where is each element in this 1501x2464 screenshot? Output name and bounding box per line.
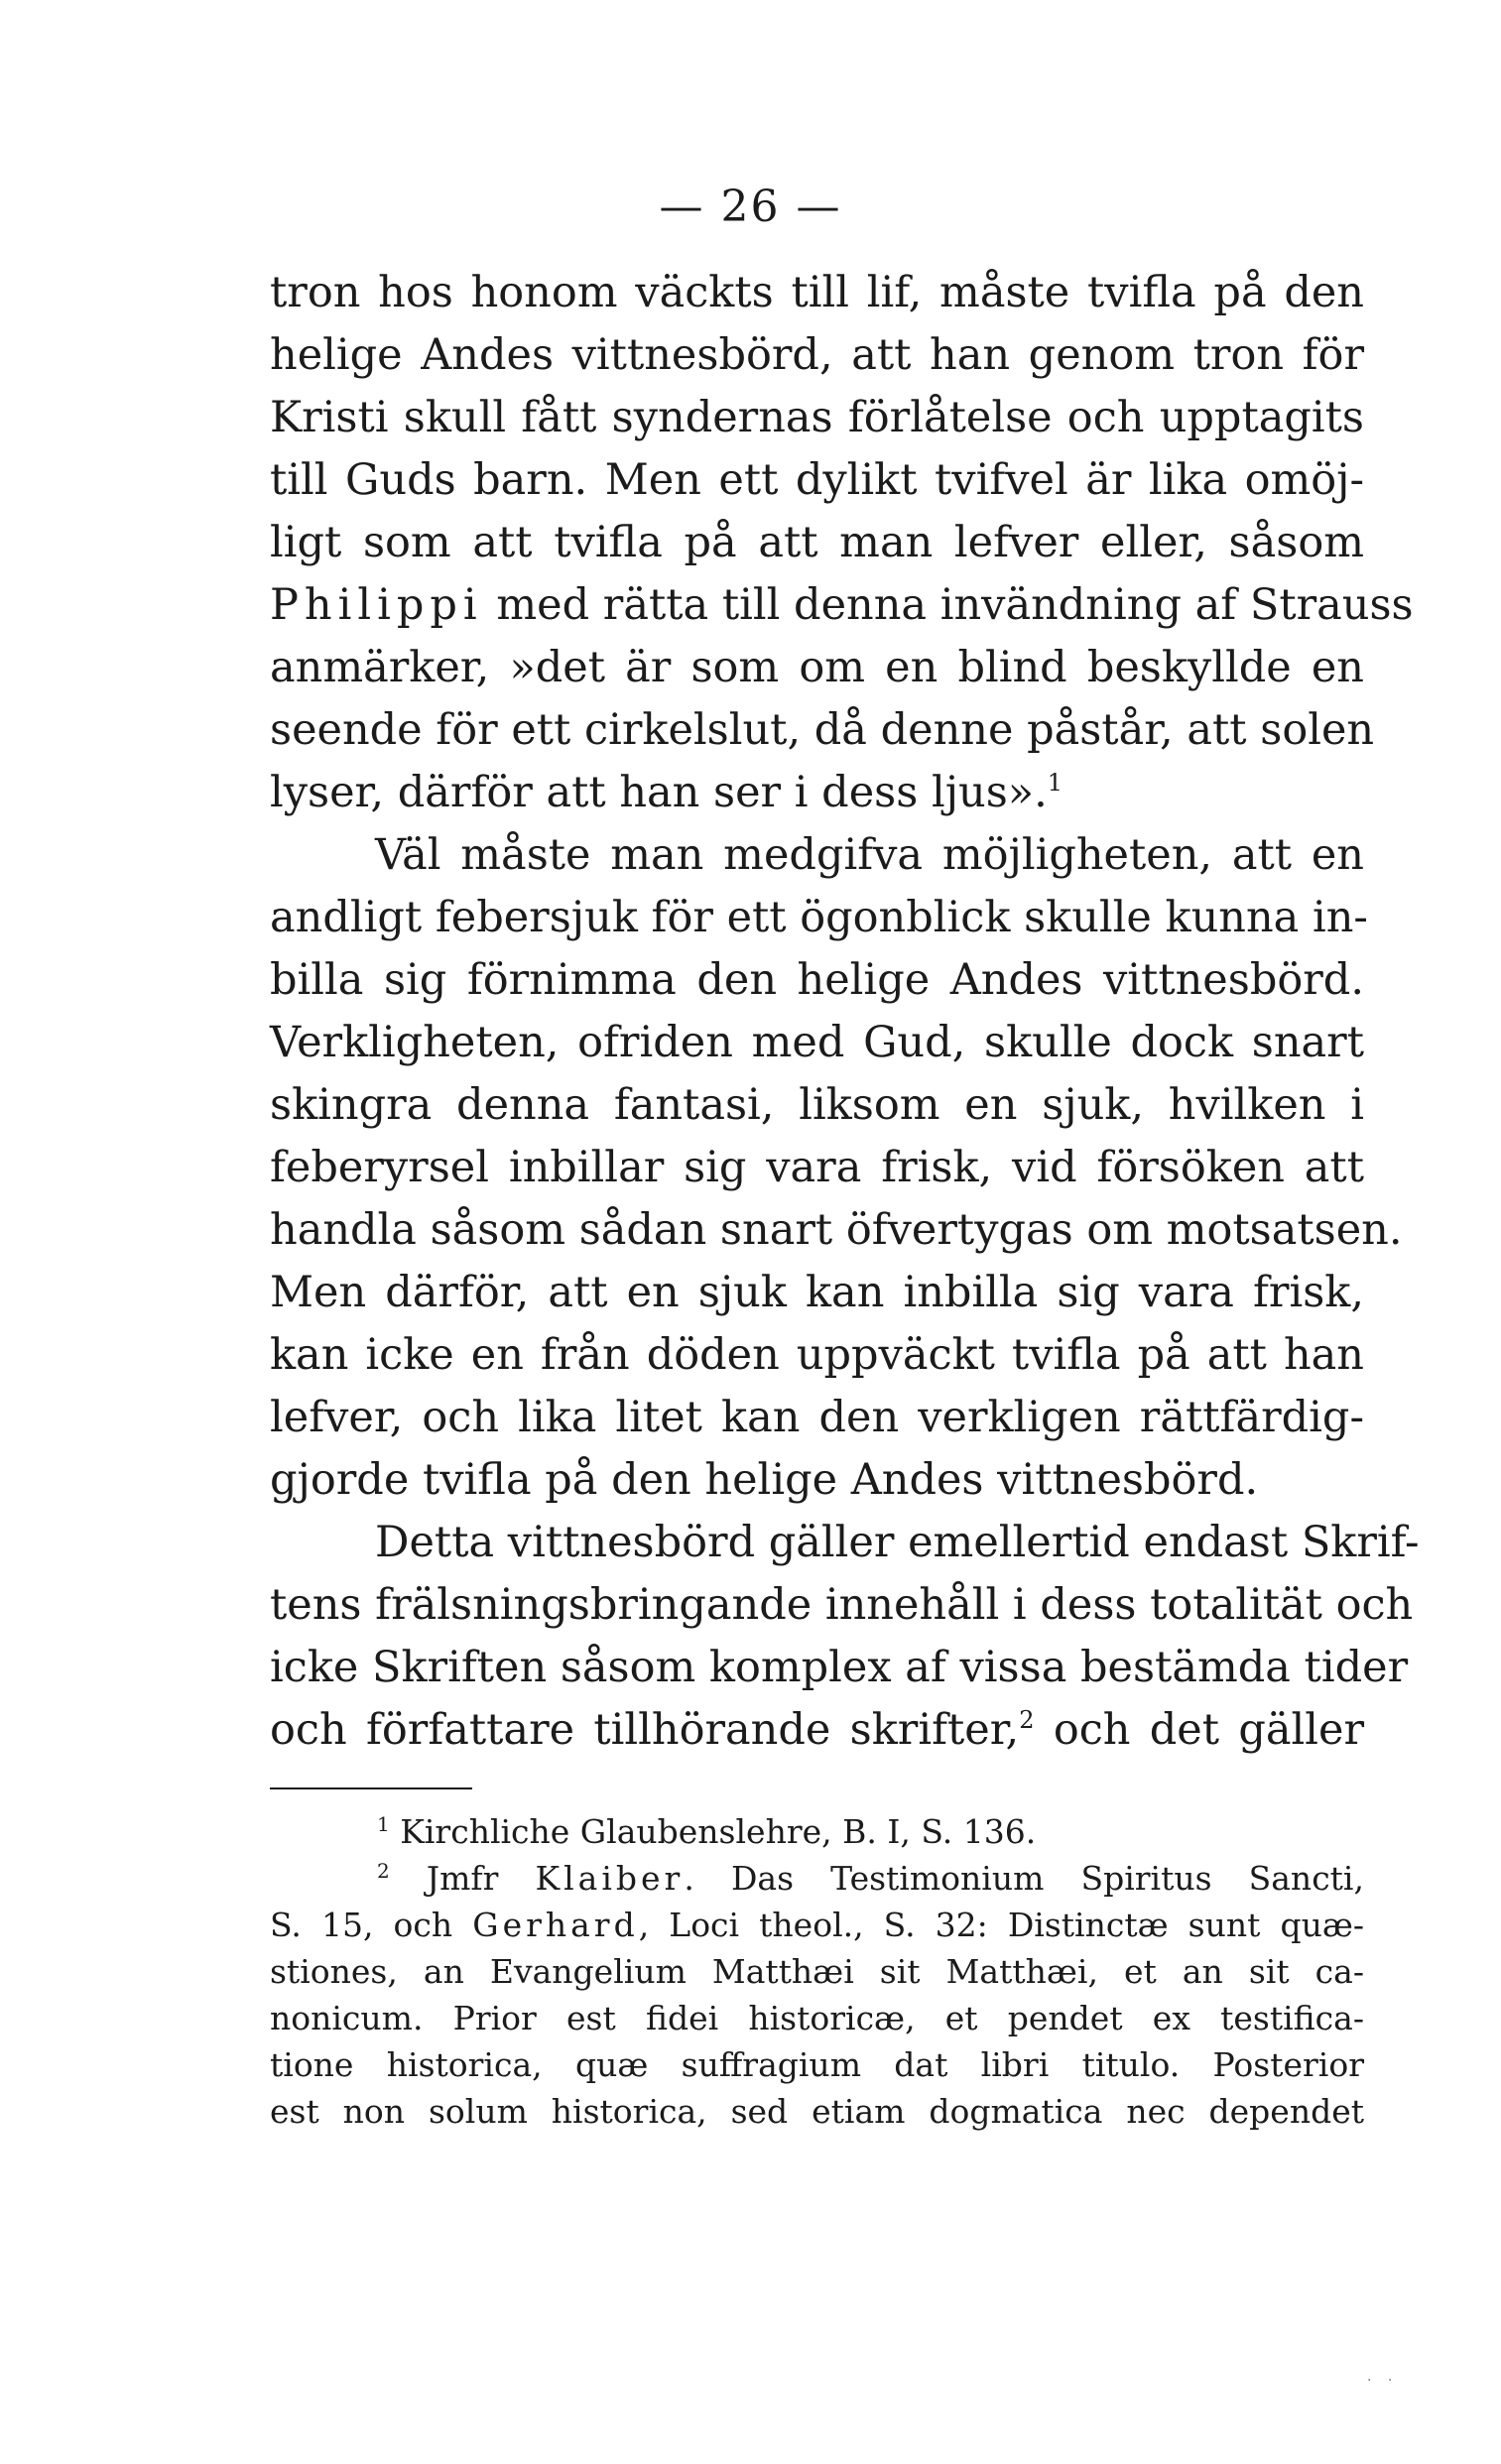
footnotes (270, 1808, 1364, 2135)
footnote-text: . Das Testimonium Spiritus Sancti, (684, 1859, 1364, 1898)
footnote-divider (270, 1787, 472, 1789)
footnote-text: Kirchliche Glaubenslehre, B. I, S. 136. (389, 1812, 1037, 1851)
footnote-line: est non solum historica, sed etiam dogmatica nec dependet (270, 2092, 1364, 2131)
text-line (270, 762, 1364, 824)
letterspaced-name: Klaiber (535, 1859, 685, 1898)
footnote-1 (270, 1808, 1364, 1855)
text-line: Verkligheten, ofriden med Gud, skulle dock snart (270, 1018, 1364, 1067)
footnote-ref-2: 2 (1019, 1706, 1035, 1734)
text-line: seende för ett cirkelslut, då denne påstår, att solen (270, 705, 1375, 755)
footnote-text: Jmfr (389, 1859, 536, 1898)
text-line: icke Skriften såsom komplex af vissa bestämda tider (270, 1643, 1409, 1692)
footnote-2 (270, 1855, 1364, 1902)
text-line: Detta vittnesbörd gäller emellertid endast Skrif- (375, 1518, 1420, 1567)
text-line: lefver, och lika litet kan den verkligen rättfärdig- (270, 1393, 1364, 1442)
text-line: Men därför, att en sjuk kan inbilla sig vara frisk, (270, 1268, 1364, 1317)
line-text: lyser, därför att han ser i dess ljus». (270, 768, 1048, 817)
text-line: billa sig förnimma den helige Andes vittnesbörd. (270, 955, 1364, 1005)
text-line: handla såsom sådan snart öfvertygas om motsatsen. (270, 1205, 1403, 1255)
text-line: gjorde tvifla på den helige Andes vittnesbörd. (270, 1455, 1259, 1505)
text-line: andligt febersjuk för ett ögonblick skulle kunna in- (270, 893, 1368, 942)
text-line: skingra denna fantasi, liksom en sjuk, hvilken i (270, 1080, 1364, 1130)
text-line: Väl måste man medgifva möjligheten, att en (375, 830, 1364, 880)
text-line: ligt som att tvifla på att man lefver eller, såsom (270, 518, 1364, 567)
footnote-line: stiones, an Evangelium Matthæi sit Matthæi, et an sit ca- (270, 1952, 1364, 1991)
text-line: helige Andes vittnesbörd, att han genom tron för (270, 330, 1364, 380)
text-line: tens frälsningsbringande innehåll i dess totalität och (270, 1580, 1414, 1630)
text-line (270, 574, 1414, 637)
text-line: kan icke en från döden uppväckt tvifla på att han (270, 1330, 1364, 1380)
page-specks: . . (1367, 2369, 1399, 2385)
footnote-line: tione historica, quæ suffragium dat libri titulo. Posterior (270, 2045, 1364, 2084)
text-line: feberyrsel inbillar sig vara frisk, vid försöken att (270, 1143, 1364, 1192)
line-text: och det gäller (1034, 1705, 1365, 1755)
line-rest: med rätta till denna invändning af Strauss (482, 580, 1414, 630)
footnote-marker: 2 (377, 1859, 390, 1883)
letterspaced-name: Gerhard (472, 1906, 639, 1944)
line-text: och författare tillhörande skrifter, (270, 1705, 1020, 1755)
text-line: till Guds barn. Men ett dylikt tvifvel är lika omöj- (270, 455, 1364, 505)
footnote-line (270, 1902, 1364, 1948)
text-line: tron hos honom väckts till lif, måste tvifla på den (270, 268, 1364, 317)
body-text (270, 262, 1420, 1762)
page-number: — 26 — (659, 182, 842, 232)
text-line: anmärker, »det är som om en blind beskyllde en (270, 643, 1364, 692)
footnote-line: nonicum. Prior est fidei historicæ, et pendet ex testifica- (270, 1999, 1364, 2037)
footnote-ref-1: 1 (1047, 769, 1063, 797)
letterspaced-name: Philippi (270, 580, 483, 630)
footnote-text: S. 15, och (270, 1906, 473, 1944)
text-line: Kristi skull fått syndernas förlåtelse och upptagits (270, 393, 1364, 442)
text-line (270, 1699, 1364, 1762)
footnote-text: , Loci theol., S. 32: Distinctæ sunt quæ- (638, 1906, 1364, 1944)
footnote-marker: 1 (377, 1812, 390, 1836)
